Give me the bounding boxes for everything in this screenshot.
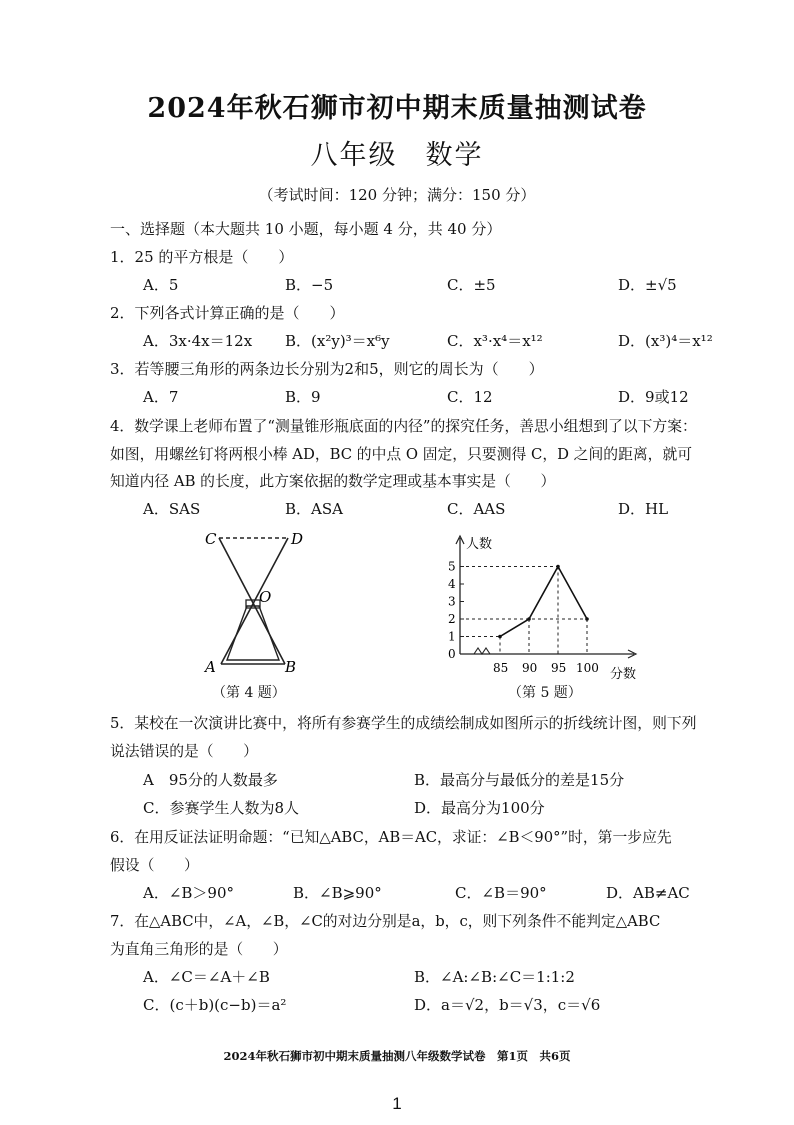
axis-break <box>474 648 490 654</box>
question-5-stem-line-2: 说法错误的是（ ） <box>110 743 258 760</box>
rod-bc <box>219 538 285 664</box>
page-footer: 2024年秋石狮市初中期末质量抽测八年级数学试卷 第1页 共6页 <box>223 1049 571 1063</box>
label-d: D <box>291 530 304 548</box>
question-7-stem-line-1: 7．在△ABC中，∠A，∠B，∠C的对边分别是a，b，c，则下列条件不能判定△ABC <box>110 913 661 930</box>
question-6-option-c: C．∠B＝90° <box>455 884 547 902</box>
exam-title: 2024年秋石狮市初中期末质量抽测试卷 <box>147 93 647 124</box>
x-tick-label: 85 <box>493 661 509 675</box>
grade-label: 八年级 <box>310 140 398 171</box>
question-6-option-b: B．∠B⩾90° <box>293 884 382 902</box>
question-2-stem: 2．下列各式计算正确的是（ ） <box>110 304 345 322</box>
question-2-option-c: C．x³·x⁴＝x¹² <box>447 332 543 350</box>
question-3-option-d: D．9或12 <box>618 388 689 406</box>
figure-4-diagram <box>195 528 315 678</box>
question-4-stem-line-1: 4．数学课上老师布置了“测量锥形瓶底面的内径”的探究任务，善思小组想到了以下方案： <box>110 418 697 435</box>
data-point <box>585 617 589 621</box>
question-2-option-b: B．(x²y)³＝x⁶y <box>285 332 390 350</box>
question-4-option-c: C．AAS <box>447 500 506 518</box>
y-tick-label: 1 <box>448 629 456 644</box>
data-point <box>498 635 502 639</box>
question-2-option-d: D．(x³)⁴＝x¹² <box>618 332 713 350</box>
label-o: O <box>259 588 272 606</box>
x-tick-label: 95 <box>551 661 567 675</box>
page-number: 1 <box>392 1094 402 1113</box>
question-4-option-b: B．ASA <box>285 500 343 518</box>
question-5-option-b: B．最高分与最低分的差是15分 <box>414 771 625 789</box>
label-b: B <box>285 658 297 676</box>
question-4-option-a: A．SAS <box>143 500 201 518</box>
question-1-option-a: A．5 <box>143 276 179 294</box>
exam-subtitle <box>0 133 794 172</box>
figure-5-line-chart <box>438 532 648 682</box>
label-c: C <box>205 530 217 548</box>
y-axis-title: 人数 <box>466 537 493 552</box>
x-axis-title: 分数 <box>610 667 637 682</box>
question-6-option-d: D．AB≠AC <box>606 884 690 902</box>
subject-label: 数学 <box>425 140 484 171</box>
question-6-option-a: A．∠B＞90° <box>143 884 235 902</box>
question-5-option-a: A 95分的人数最多 <box>143 771 278 789</box>
question-3-option-b: B．9 <box>285 388 321 406</box>
x-tick-label: 100 <box>576 661 599 675</box>
question-4-stem-line-3: 知道内径 AB 的长度，此方案依据的数学定理或基本事实是（ ） <box>110 473 556 490</box>
data-point <box>556 565 560 569</box>
y-tick-label: 5 <box>448 559 456 574</box>
y-tick-label: 4 <box>448 577 456 591</box>
x-tick-label: 90 <box>522 661 538 675</box>
series-line <box>500 567 587 637</box>
question-7-option-a: A．∠C＝∠A＋∠B <box>143 968 270 986</box>
question-3-option-c: C．12 <box>447 388 493 406</box>
question-4-stem-line-2: 如图，用螺丝钉将两根小棒 AD，BC 的中点 O 固定，只要测得 C，D 之间的距离，就可 <box>110 446 693 463</box>
question-1-stem: 1．25 的平方根是（ ） <box>110 248 294 266</box>
question-3-stem: 3．若等腰三角形的两条边长分别为2和5，则它的周长为（ ） <box>110 360 544 378</box>
section-heading: 一、选择题（本大题共 10 小题，每小题 4 分，共 40 分） <box>110 220 502 238</box>
label-a: A <box>205 658 216 676</box>
question-7-option-b: B．∠A:∠B:∠C＝1:1:2 <box>414 968 575 986</box>
figure-4-caption: （第 4 题） <box>212 685 286 701</box>
y-tick-label: 0 <box>448 647 456 661</box>
rod-ad <box>221 538 288 664</box>
question-6-stem-line-2: 假设（ ） <box>110 857 199 874</box>
question-1-option-c: C．±5 <box>447 276 496 294</box>
y-tick-label: 3 <box>448 594 456 609</box>
question-3-option-a: A．7 <box>143 388 179 406</box>
question-5-option-c: C．参赛学生人数为8人 <box>143 799 300 817</box>
question-2-option-a: A．3x·4x＝12x <box>143 332 253 350</box>
question-5-option-d: D．最高分为100分 <box>414 799 545 817</box>
exam-info: （考试时间：120 分钟；满分：150 分） <box>258 186 536 204</box>
question-7-stem-line-2: 为直角三角形的是（ ） <box>110 941 288 958</box>
data-point <box>527 617 531 621</box>
y-tick-label: 2 <box>448 612 456 626</box>
flask-outline <box>227 606 279 660</box>
question-1-option-d: D．±√5 <box>618 276 677 294</box>
question-1-option-b: B．−5 <box>285 276 334 294</box>
question-7-option-d: D．a＝√2，b＝√3，c＝√6 <box>414 996 601 1014</box>
question-5-stem-line-1: 5．某校在一次演讲比赛中，将所有参赛学生的成绩绘制成如图所示的折线统计图，则下列 <box>110 715 697 732</box>
question-4-option-d: D．HL <box>618 500 669 518</box>
question-7-option-c: C．(c＋b)(c−b)＝a² <box>143 996 287 1014</box>
question-6-stem-line-1: 6．在用反证法证明命题：“已知△ABC，AB＝AC，求证：∠B＜90°”时，第一步应先 <box>110 829 672 846</box>
figure-5-caption: （第 5 题） <box>508 685 582 701</box>
